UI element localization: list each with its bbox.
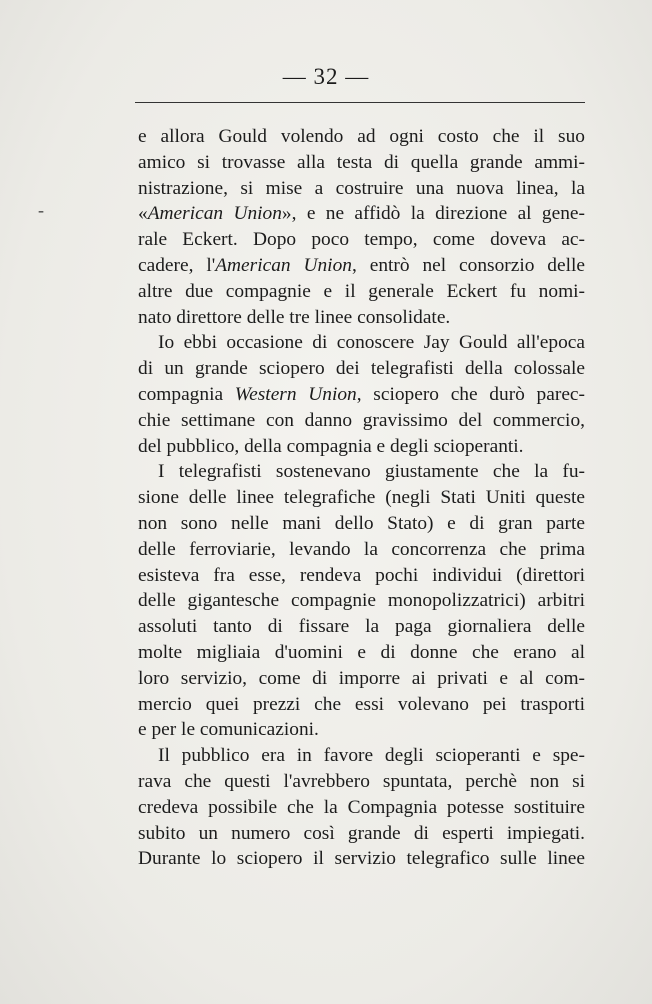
- text-line: Il pubblico era in favore degli scioperanti e spe-: [158, 745, 585, 767]
- header-rule: [135, 102, 585, 103]
- text-line: rale Eckert. Dopo poco tempo, come doveva ac-: [138, 229, 585, 251]
- page-number: — 32 —: [282, 64, 370, 89]
- text-line: Io ebbi occasione di conoscere Jay Gould all'epoca: [158, 332, 585, 354]
- text-line: mercio quei prezzi che essi volevano pei trasporti: [138, 693, 585, 715]
- text-line: e per le comunicazioni.: [138, 719, 319, 741]
- text-line: Durante lo sciopero il servizio telegrafico sulle linee: [138, 848, 585, 870]
- text-line: credeva possibile che la Compagnia potesse sostituire: [138, 796, 585, 818]
- text-line: delle gigantesche compagnie monopolizzatrici) arbitri: [138, 590, 585, 612]
- text-line: chie settimane con danno gravissimo del commercio,: [138, 409, 585, 431]
- text-line: I telegrafisti sostenevano giustamente che la fu-: [158, 461, 585, 483]
- paragraph-3: [138, 459, 585, 743]
- text-line: subito un numero così grande di esperti impiegati.: [138, 822, 585, 844]
- text-line: nistrazione, si mise a costruire una nuova linea, la: [138, 177, 585, 199]
- text-line: non sono nelle mani dello Stato) e di gran parte: [138, 512, 585, 534]
- text-line: «American Union», e ne affidò la direzione al gene-: [138, 203, 585, 225]
- paragraph-4: [138, 743, 585, 872]
- text-line: compagnia Western Union, sciopero che durò parec-: [138, 383, 585, 405]
- text-line: del pubblico, della compagnia e degli scioperanti.: [138, 435, 524, 457]
- text-line: rava che questi l'avrebbero spuntata, perchè non si: [138, 770, 585, 792]
- text-line: loro servizio, come di imporre ai privati e al com-: [138, 667, 585, 689]
- text-line: assoluti tanto di fissare la paga giornaliera delle: [138, 616, 585, 638]
- text-line: cadere, l'American Union, entrò nel consorzio delle: [138, 254, 585, 276]
- text-line: di un grande sciopero dei telegrafisti della colossale: [138, 358, 585, 380]
- paragraph-2: [138, 330, 585, 459]
- text-line: delle ferroviarie, levando la concorrenza che prima: [138, 538, 585, 560]
- margin-mark: -: [38, 200, 44, 220]
- text-line: e allora Gould volendo ad ogni costo che il suo: [138, 126, 585, 147]
- text-line: esisteva fra esse, rendeva pochi individui (direttori: [138, 564, 585, 586]
- text-line: altre due compagnie e il generale Eckert fu nomi-: [138, 280, 585, 302]
- text-line: amico si trovasse alla testa di quella grande ammi-: [138, 151, 585, 173]
- text-line: molte migliaia d'uomini e di donne che erano al: [138, 641, 585, 663]
- text-line: nato direttore delle tre linee consolidate.: [138, 306, 451, 328]
- text-line: sione delle linee telegrafiche (negli Stati Uniti queste: [138, 487, 585, 509]
- body-text: [138, 124, 585, 872]
- paragraph-1: [138, 124, 585, 330]
